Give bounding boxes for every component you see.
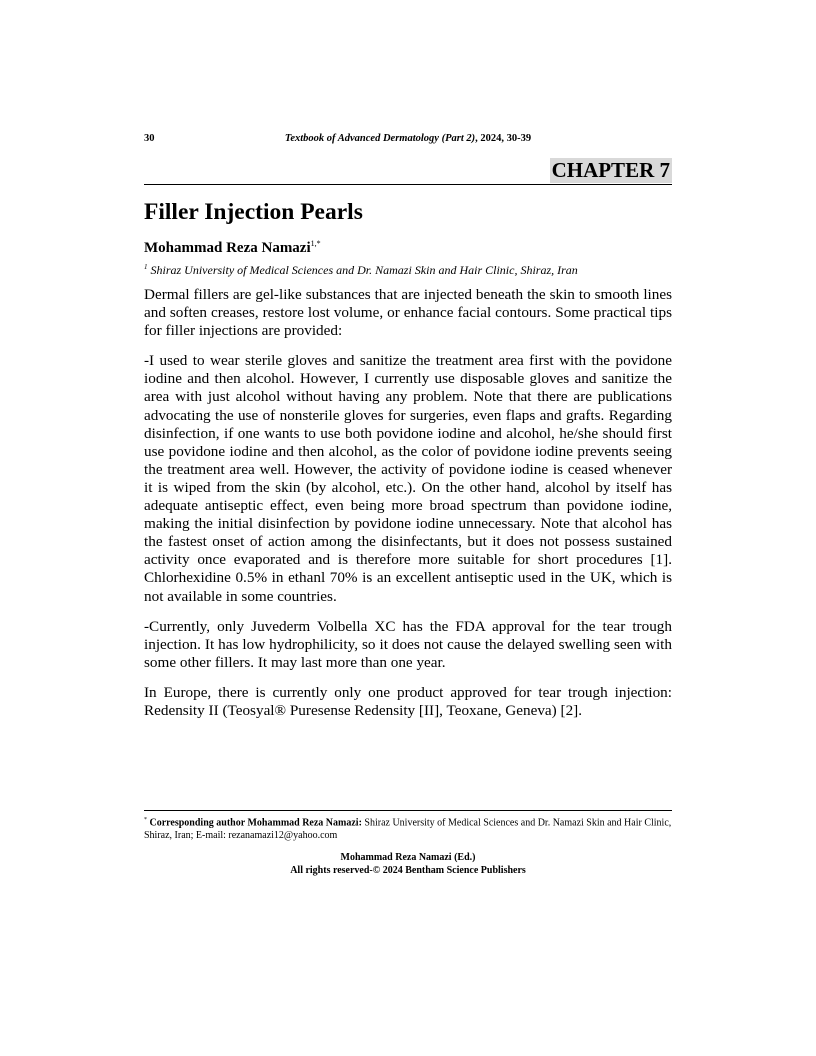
copyright-line: All rights reserved-© 2024 Bentham Science Publishers xyxy=(290,864,526,876)
editor-line: Mohammad Reza Namazi (Ed.) xyxy=(340,852,476,863)
footnote-text: Shiraz University of Medical Sciences and Dr. Namazi Skin and Hair Clinic, Shiraz, Iran; E-mail: rezanamazi12@yahoo.com xyxy=(144,817,672,841)
journal-details: , 2024, 30-39 xyxy=(475,133,532,144)
journal-title: Textbook of Advanced Dermatology (Part 2) xyxy=(284,133,476,144)
footnote-divider xyxy=(144,810,672,811)
chapter-label: CHAPTER 7 xyxy=(551,158,670,182)
chapter-title: Filler Injection Pearls xyxy=(144,199,363,225)
affiliation-text: Shiraz University of Medical Sciences and Dr. Namazi Skin and Hair Clinic, Shiraz, Iran xyxy=(147,263,578,277)
author-name: Mohammad Reza Namazi xyxy=(144,240,311,256)
paragraph-volbella: -Currently, only Juvederm Volbella XC has the FDA approval for the tear trough injection. It has low hydrophilicity, so it does not cause the delayed swelling seen with some other fillers. It may last more than one year. xyxy=(144,617,672,671)
page-number: 30 xyxy=(144,133,155,144)
author-superscript: 1,* xyxy=(310,239,321,248)
chapter-banner xyxy=(144,158,672,185)
paragraph-intro: Dermal fillers are gel-like substances that are injected beneath the skin to smooth lines and soften creases, restore lost volume, or enhance facial contours. Some practical tips for filler injections are provided: xyxy=(144,286,672,340)
author-line xyxy=(144,235,321,257)
affiliation-superscript: 1 xyxy=(144,263,148,271)
publisher-block xyxy=(144,852,672,877)
paragraph-gloves-disinfection: -I used to wear sterile gloves and sanitize the treatment area first with the povidone iodine and then alcohol. However, I currently use disposable gloves and sanitize the area with just alcohol without having any problem. Note that there are publications advocating the use of nonsterile gloves for surgeries, even flaps and grafts. Regarding disinfection, if one wants to use both povidone iodine and alcohol, he/she should first use povidone iodine and then alcohol, as the color of povidone iodine prevents seeing the treatment area well. However, the activity of povidone iodine is ceased whenever it is wiped from the skin (by alcohol, etc.). On the other hand, alcohol by itself has adequate antiseptic effect, even being more broad spectrum than povidone iodine, making the initial disinfection by povidone iodine unnecessary. Note that alcohol has the fastest onset of action among the disinfectants, but it does not possess sustained activity once evaporated and is therefore more suitable for short procedures [1]. Chlorhexidine 0.5% in ethanl 70% is an excellent antiseptic used in the UK, which is not available in some countries. xyxy=(144,352,672,605)
footnote xyxy=(144,814,672,842)
footnote-superscript: * xyxy=(144,817,147,823)
affiliation xyxy=(144,259,578,278)
paragraph-europe: In Europe, there is currently only one product approved for tear trough injection: Redensity II (Teosyal® Puresense Redensity [II], Teoxane, Geneva) [2]. xyxy=(144,683,672,719)
footnote-label: Corresponding author Mohammad Reza Namazi: xyxy=(147,817,362,829)
body-text xyxy=(144,286,672,732)
journal-citation xyxy=(144,133,672,144)
running-header xyxy=(144,133,672,149)
